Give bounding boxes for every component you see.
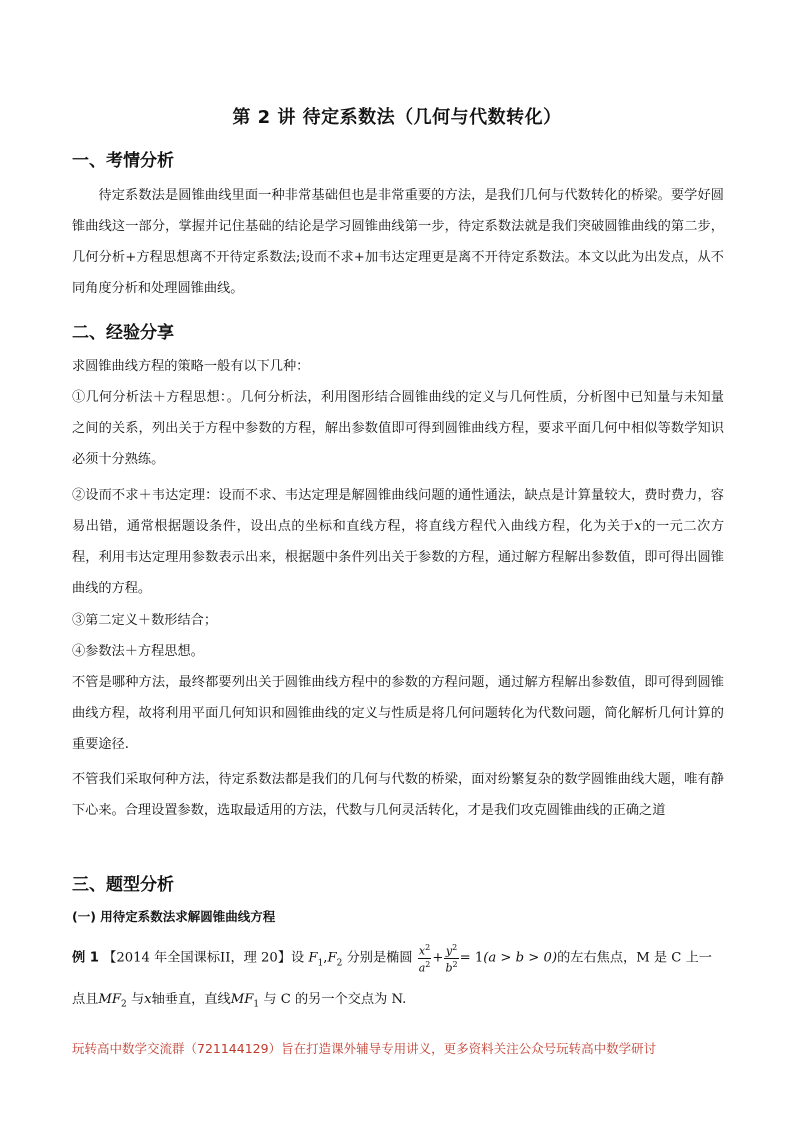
- section-heading-question-types: 三、题型分析: [72, 875, 174, 895]
- strategy-intro: 求圆锥曲线方程的策略一般有以下几种：: [72, 359, 310, 374]
- footer-notice: 玩转高中数学交流群（721144129）旨在打造课外辅导专用讲义，更多资料关注公众号玩转高中数学研讨: [72, 1041, 657, 1056]
- analysis-paragraph: 待定系数法是圆锥曲线里面一种非常基础但也是非常重要的方法，是我们几何与代数转化的桥梁。要学好圆锥曲线这一部分，掌握并记住基础的结论是学习圆锥曲线第一步，待定系数法就是我们突破圆锥曲线的第二步，几何分析+方程思想离不开待定系数法;设而不求+加韦达定理更是离不开待定系数法。本文以此为出发点，从不同角度分析和处理圆锥曲线。: [72, 188, 724, 296]
- strategy-item-2: ②设而不求＋韦达定理：设而不求、韦达定理是解圆锥曲线问题的通性通法，缺点是计算量较大，费时费力，容易出错，通常根据题设条件，设出点的坐标和直线方程，将直线方程代入曲线方程，化为关于x的一元二次方程，利用韦达定理用参数表示出来，根据题中条件列出关于参数的方程，通过解方程解出参数值，即可得出圆锥曲线的方程。: [72, 488, 725, 596]
- strategy-item-3: ③第二定义＋数形结合；: [72, 613, 218, 628]
- example-source: 【2014 年全国课标II，理 20】: [103, 950, 292, 966]
- section-heading-experience: 二、经验分享: [72, 323, 174, 343]
- example-line-2: 点且$MF_2$ 与x轴垂直，直线$MF_1$ 与 C 的另一个交点为 N.: [72, 992, 407, 1010]
- example-label: 例 1: [72, 950, 99, 966]
- summary-paragraph-1: 不管是哪种方法，最终都要列出关于圆锥曲线方程中的参数的方程问题，通过解方程解出参数值，即可得到圆锥曲线方程，故将利用平面几何知识和圆锥曲线的定义与性质是将几何问题转化为代数问题，简化解析几何计算的重要途径.: [72, 675, 724, 752]
- section-heading-analysis: 一、考情分析: [72, 151, 174, 171]
- strategy-item-4: ④参数法＋方程思想。: [72, 644, 204, 659]
- example-line-1: 例 1 【2014 年全国课标II，理 20】设 $F_1,F_2$ 分别是椭圆 $\frac{x^2}{a^2}$ + $\frac{y^2}{b^2}$ = 1(a > b > 0)的左右焦点，M 是 C 上一: [72, 943, 712, 975]
- fraction-y2-b2: $\frac{y^2}{b^2}$: [445, 943, 458, 975]
- ellipse-condition: (a > b > 0): [483, 950, 558, 966]
- strategy-item-1: ①几何分析法＋方程思想：。几何分析法，利用图形结合圆锥曲线的定义与几何性质，分析图中已知量与未知量之间的关系，列出关于方程中参数的方程，解出参数值即可得到圆锥曲线方程，要求平面几何中相似等数学知识必须十分熟练。: [72, 390, 724, 467]
- subsection-heading: (一) 用待定系数法求解圆锥曲线方程: [72, 909, 276, 924]
- variable-x: x: [634, 519, 642, 534]
- page-title: 第 2 讲 待定系数法（几何与代数转化）: [232, 107, 562, 128]
- summary-paragraph-2: 不管我们采取何种方法，待定系数法都是我们的几何与代数的桥梁，面对纷繁复杂的数学圆锥曲线大题，唯有静下心来。合理设置参数，选取最适用的方法，代数与几何灵活转化，才是我们攻克圆锥曲线的正确之道: [72, 772, 724, 818]
- fraction-x2-a2: $\frac{x^2}{a^2}$: [418, 943, 431, 975]
